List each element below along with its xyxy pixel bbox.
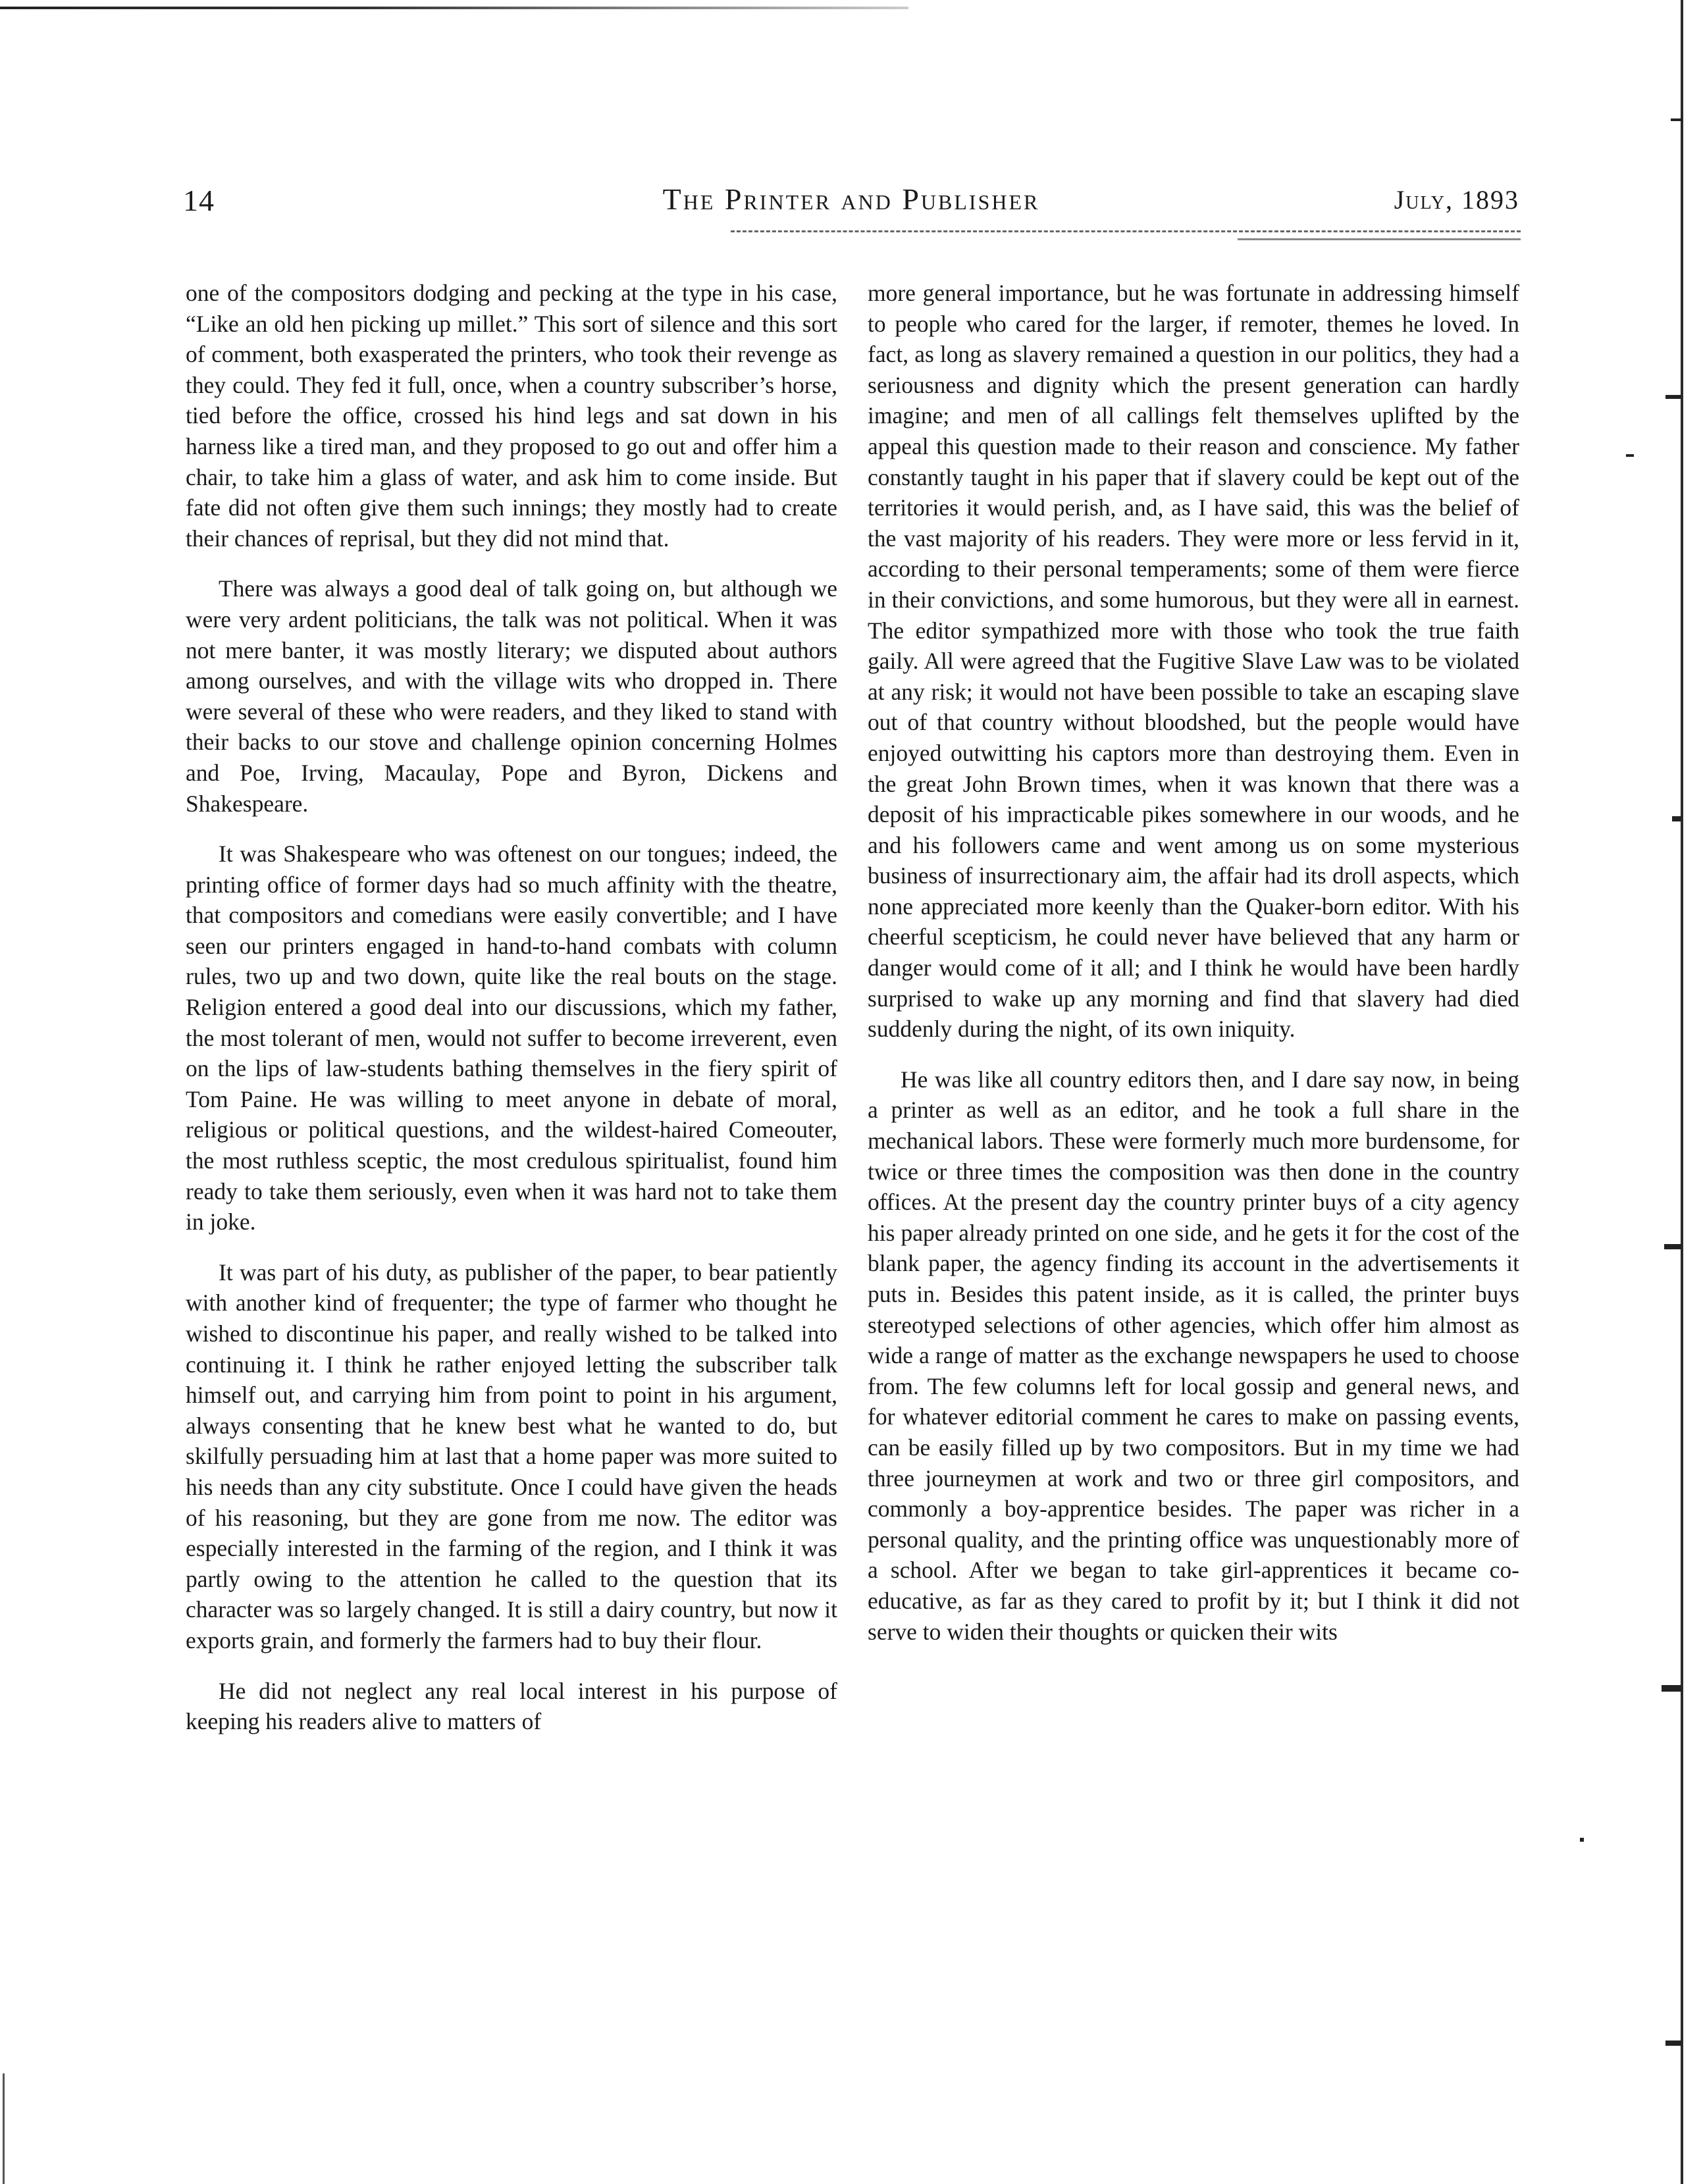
edge-mark bbox=[1662, 1685, 1681, 1692]
edge-mark bbox=[1665, 395, 1681, 399]
page-number: 14 bbox=[183, 184, 215, 217]
edge-mark bbox=[1580, 1838, 1584, 1842]
edge-mark bbox=[1664, 1244, 1681, 1249]
paragraph: more general importance, but he was fortunate in addressing himself to people who cared for the larger, if remoter, themes he loved. In fact, as long as slavery remained a question in our politics, they had a seriousness and dignity which the present generation can hardly imagine; and men of all callings felt themselves uplifted by the appeal this question made to their reason and conscience. My father constantly taught in his paper that if slavery could be kept out of the territories it would perish, and, as I have said, this was the belief of the vast majority of his readers. They were more or less fervid in it, according to their personal temperaments; some of them were fierce in their convictions, and some humorous, but they were all in earnest. The editor sympathized more with those who took the true faith gaily. All were agreed that the Fugitive Slave Law was to be violated at any risk; it would not have been possible to take an escaping slave out of that country without bloodshed, but the people would have enjoyed outwitting his captors more than destroying them. Even in the great John Brown times, when it was known that there was a deposit of his impracticable pikes somewhere in our woods, and he and his followers came and went among us on some mysterious business of insurrectionary aim, the affair had its droll aspects, which none appreciated more keenly than the Quaker-born editor. With his cheerful scepticism, he could never have believed that any harm or danger would come of it all; and I think he would have been hardly surprised to wake up any morning and find that slavery had died suddenly during the night, of its own iniquity. bbox=[868, 280, 1519, 1043]
scan-top-rule bbox=[0, 7, 908, 9]
scan-left-edge bbox=[3, 2073, 5, 2184]
paragraph: It was part of his duty, as publisher of the paper, to bear patiently with another kind of frequenter; the type of farmer who thought he wished to discontinue his paper, and really wished to be talked into continuing it. I think he rather enjoyed letting the subscriber talk himself out, and carrying him from point to point in his argument, always consenting that he knew best what he wanted to do, but skilfully persuading him at last that a home paper was more suited to his needs than any city substitute. Once I could have given the heads of his reasoning, but they are gone from me now. The editor was especially interested in the farming of the region, and I think it was partly owing to the attention he called to the question that its character was so largely changed. It is still a dairy country, but now it exports grain, and formerly the farmers had to buy their flour. bbox=[186, 1259, 837, 1653]
header-rule bbox=[1238, 238, 1521, 240]
left-column bbox=[186, 278, 837, 1737]
right-column bbox=[868, 278, 1519, 1647]
edge-mark bbox=[1665, 2041, 1681, 2046]
paragraph: It was Shakespeare who was oftenest on our tongues; indeed, the printing office of former days had so much affinity with the theatre, that compositors and comedians were easily convertible; and I have seen our printers engaged in hand-to-hand combats with column rules, two up and two down, quite like the real bouts on the stage. Religion entered a good deal into our discussions, which my father, the most tolerant of men, would not suffer to become irreverent, even on the lips of law-students bathing themselves in the fiery spirit of Tom Paine. He was willing to meet anyone in debate of moral, religious or political questions, and the wildest-haired Comeouter, the most ruthless sceptic, the most credulous spiritualist, found him ready to take them seriously, even when it was hard not to take them in joke. bbox=[186, 841, 837, 1235]
paragraph: There was always a good deal of talk going on, but although we were very ardent politicians, the talk was not political. When it was not mere banter, it was mostly literary; we disputed about authors among ourselves, and with the village wits who dropped in. There were several of these who were readers, and they liked to stand with their backs to our stove and challenge opinion concerning Holmes and Poe, Irving, Macaulay, Pope and Byron, Dickens and Shakespeare. bbox=[186, 575, 837, 817]
edge-mark bbox=[1626, 454, 1634, 457]
header-rule bbox=[731, 230, 1521, 232]
scan-right-edge bbox=[1681, 0, 1683, 2184]
paragraph: He did not neglect any real local interest in his purpose of keeping his readers alive to matters of bbox=[186, 1677, 837, 1735]
journal-title: The Printer and Publisher bbox=[662, 182, 1040, 216]
edge-mark bbox=[1672, 816, 1681, 821]
edge-mark bbox=[1671, 118, 1683, 121]
issue-date: July, 1893 bbox=[1394, 185, 1519, 215]
paragraph: one of the compositors dodging and pecking at the type in his case, “Like an old hen picking up millet.” This sort of silence and this sort of comment, both exasperated the printers, who took their revenge as they could. They fed it full, once, when a country subscriber’s horse, tied before the office, crossed his hind legs and sat down in his harness like a tired man, and they proposed to go out and offer him a chair, to take him a glass of water, and ask him to come inside. But fate did not often give them such innings; they mostly had to create their chances of reprisal, but they did not mind that. bbox=[186, 280, 837, 552]
paragraph: He was like all country editors then, and I dare say now, in being a printer as well as an editor, and he took a full share in the mechanical labors. These were formerly much more burdensome, for twice or three times the composition was then done in the country offices. At the present day the country printer buys of a city agency his paper already printed on one side, and he gets it for the cost of the blank paper, the agency finding its account in the advertisements it puts in. Besides this patent inside, as it is called, the printer buys stereotyped selections of other agencies, which offer him almost as wide a range of matter as the exchange newspapers he used to choose from. The few columns left for local gossip and general news, and for whatever editorial comment he cares to make on passing events, can be easily filled up by two compositors. But in my time we had three journeymen at work and two or three girl compositors, and commonly a boy-apprentice besides. The paper was richer in a personal quality, and the printing office was unquestionably more of a school. After we began to take girl-apprentices it became co-educative, as far as they cared to profit by it; but I think it did not serve to widen their thoughts or quicken their wits bbox=[868, 1066, 1519, 1645]
running-head bbox=[183, 176, 1519, 229]
